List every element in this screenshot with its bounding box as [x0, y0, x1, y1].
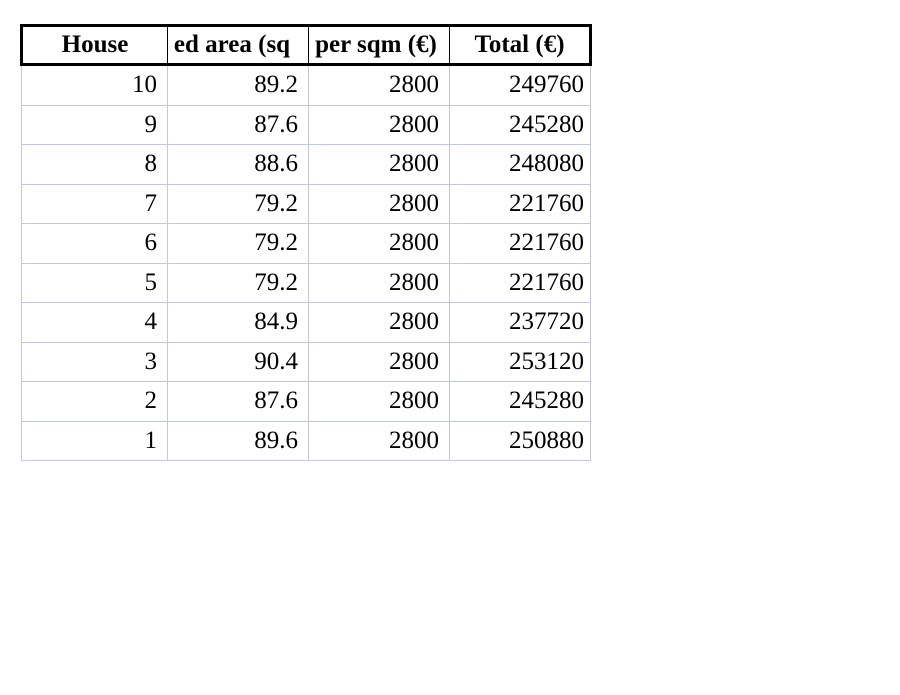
- cell-total: 245280: [450, 105, 591, 145]
- cell-price-per-sqm: 2800: [309, 342, 450, 382]
- table-row: [22, 303, 591, 343]
- table-row: [22, 65, 591, 106]
- cell-house: 10: [22, 65, 168, 106]
- table-row: [22, 224, 591, 264]
- cell-total: 237720: [450, 303, 591, 343]
- cell-area: 79.2: [168, 263, 309, 303]
- cell-price-per-sqm: 2800: [309, 421, 450, 461]
- cell-area: 79.2: [168, 224, 309, 264]
- table-row: [22, 184, 591, 224]
- cell-total: 250880: [450, 421, 591, 461]
- cell-area: 89.6: [168, 421, 309, 461]
- cell-price-per-sqm: 2800: [309, 105, 450, 145]
- cell-total: 249760: [450, 65, 591, 106]
- cell-price-per-sqm: 2800: [309, 263, 450, 303]
- cell-area: 89.2: [168, 65, 309, 106]
- column-header-house: House: [22, 26, 168, 65]
- column-header-area: ed area (sq: [168, 26, 309, 65]
- cell-price-per-sqm: 2800: [309, 65, 450, 106]
- cell-price-per-sqm: 2800: [309, 382, 450, 422]
- cell-house: 4: [22, 303, 168, 343]
- cell-price-per-sqm: 2800: [309, 303, 450, 343]
- cell-house: 6: [22, 224, 168, 264]
- cell-area: 90.4: [168, 342, 309, 382]
- cell-house: 1: [22, 421, 168, 461]
- cell-total: 245280: [450, 382, 591, 422]
- table-row: [22, 342, 591, 382]
- table-row: [22, 105, 591, 145]
- cell-area: 79.2: [168, 184, 309, 224]
- cell-total: 248080: [450, 145, 591, 185]
- cell-price-per-sqm: 2800: [309, 184, 450, 224]
- house-price-table: [20, 24, 592, 461]
- cell-total: 221760: [450, 224, 591, 264]
- table-header: [22, 26, 591, 65]
- cell-price-per-sqm: 2800: [309, 145, 450, 185]
- cell-area: 84.9: [168, 303, 309, 343]
- cell-house: 9: [22, 105, 168, 145]
- cell-total: 221760: [450, 184, 591, 224]
- table-row: [22, 421, 591, 461]
- table-row: [22, 382, 591, 422]
- cell-house: 7: [22, 184, 168, 224]
- table-body: [22, 65, 591, 461]
- cell-house: 2: [22, 382, 168, 422]
- cell-house: 8: [22, 145, 168, 185]
- table-row: [22, 145, 591, 185]
- cell-house: 3: [22, 342, 168, 382]
- cell-price-per-sqm: 2800: [309, 224, 450, 264]
- cell-area: 88.6: [168, 145, 309, 185]
- cell-area: 87.6: [168, 382, 309, 422]
- cell-area: 87.6: [168, 105, 309, 145]
- cell-total: 221760: [450, 263, 591, 303]
- column-header-price-per-sqm: per sqm (€): [309, 26, 450, 65]
- cell-total: 253120: [450, 342, 591, 382]
- table-row: [22, 263, 591, 303]
- cell-house: 5: [22, 263, 168, 303]
- column-header-total: Total (€): [450, 26, 591, 65]
- table-header-row: [22, 26, 591, 65]
